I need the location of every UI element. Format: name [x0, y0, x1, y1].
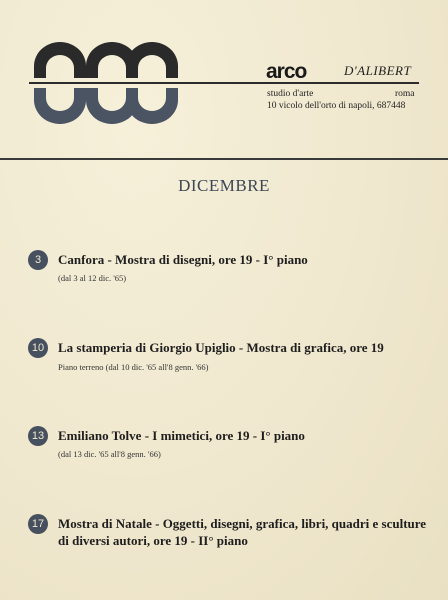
studio-label: studio d'arte: [267, 89, 314, 99]
event-title: Canfora - Mostra di disegni, ore 19 - I° piano: [58, 252, 308, 267]
day-badge: 10: [28, 338, 48, 358]
event-title: Emiliano Tolve - I mimetici, ore 19 - I° piano: [58, 428, 305, 443]
event-title: Mostra di Natale - Oggetti, disegni, grafica, libri, quadri e sculture di diversi autori, ore 19 - II° piano: [58, 516, 427, 548]
header-rule: [29, 82, 419, 84]
day-badge: 3: [28, 250, 48, 270]
event-details: (dal 3 al 12 dic. '65): [58, 273, 127, 283]
event-details: Piano terreno (dal 10 dic. '65 all'8 genn. '66): [58, 362, 209, 372]
section-divider: [0, 158, 448, 160]
day-badge: 13: [28, 426, 48, 446]
address-label: 10 vicolo dell'orto di napoli, 687448: [267, 101, 406, 111]
brand-logotype: arco: [266, 60, 307, 83]
brand-suffix: D'ALIBERT: [344, 63, 412, 78]
day-badge: 17: [28, 514, 48, 534]
event-title: La stamperia di Giorgio Upiglio - Mostra di grafica, ore 19: [58, 340, 384, 355]
month-heading: DICEMBRE: [178, 176, 270, 195]
city-label: roma: [395, 89, 415, 99]
arco-logo-icon: [28, 38, 184, 130]
event-details: (dal 13 dic. '65 all'8 genn. '66): [58, 449, 161, 459]
